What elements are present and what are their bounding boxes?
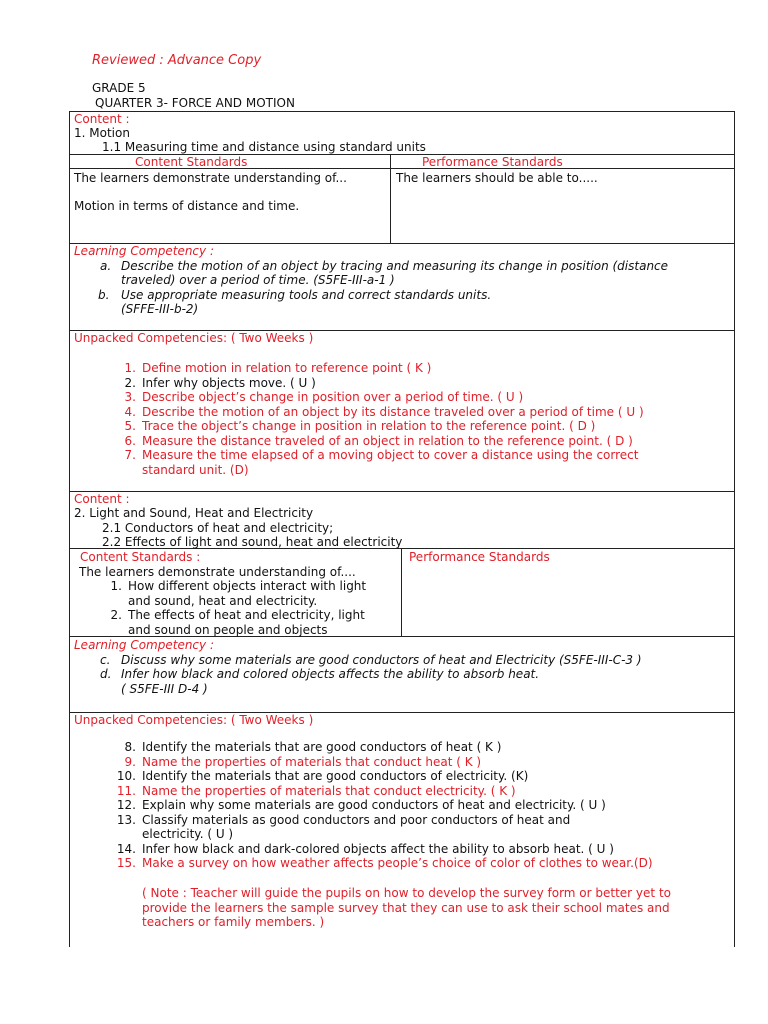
content-standard-text: The learners demonstrate understanding of.... — [79, 565, 356, 579]
competency-marker: c. — [100, 653, 111, 667]
column-divider — [390, 154, 391, 243]
unpacked-list — [124, 361, 644, 477]
list-item: 8. Identify the materials that are good conductors of heat ( K ) — [124, 740, 502, 754]
topic-heading: 1. Motion — [74, 126, 130, 140]
learning-competency-label: Learning Competency : — [74, 244, 214, 258]
competency-marker: b. — [98, 288, 110, 302]
content-standard-text: The learners demonstrate understanding of... — [74, 171, 347, 185]
learning-competency-label: Learning Competency : — [74, 638, 214, 652]
competency-marker: a. — [100, 259, 112, 273]
unpacked-label: Unpacked Competencies: ( Two Weeks ) — [74, 713, 314, 727]
unpacked-label: Unpacked Competencies: ( Two Weeks ) — [74, 331, 314, 345]
list-item: 4. Describe the motion of an object by its distance traveled over a period of time ( U ) — [124, 404, 644, 419]
list-item: 6. Measure the distance traveled of an object in relation to the reference point. ( D ) — [124, 433, 633, 448]
competency-text: ( S5FE-III D-4 ) — [121, 682, 208, 696]
competency-marker: d. — [100, 667, 112, 681]
list-item: 1. Define motion in relation to reference point ( K ) — [124, 361, 432, 375]
unpacked-list — [116, 740, 653, 871]
column-divider — [401, 548, 402, 636]
competency-text: Use appropriate measuring tools and correct standards units. — [121, 288, 492, 302]
content-label: Content : — [74, 492, 130, 506]
list-item: 3. Describe object’s change in position over a period of time. ( U ) — [124, 390, 524, 404]
content-label: Content : — [74, 112, 130, 126]
list-item: 11. Name the properties of materials that conduct electricity. ( K ) — [116, 783, 516, 798]
list-item: 7. Measure the time elapsed of a moving object to cover a distance using the correct standard unit. (D) — [124, 448, 639, 477]
competency-text: Describe the motion of an object by tracing and measuring its change in position (distance — [121, 259, 669, 273]
list-item: 15. Make a survey on how weather affects people’s choice of color of clothes to wear.(D) — [116, 856, 653, 870]
content-standard-text: Motion in terms of distance and time. — [74, 199, 300, 213]
performance-standard-text: The learners should be able to..... — [396, 171, 598, 185]
list-item: 14. Infer how black and dark-colored objects affect the ability to absorb heat. ( U ) — [116, 841, 614, 856]
list-item: 10. Identify the materials that are good conductors of electricity. (K) — [116, 769, 529, 783]
competency-text: traveled) over a period of time. (S5FE-III-a-1 ) — [121, 273, 395, 287]
competency-text: Discuss why some materials are good conductors of heat and Electricity (S5FE-III-C-3 ) — [121, 653, 642, 667]
list-item: 5. Trace the object’s change in position in relation to the reference point. ( D ) — [124, 419, 596, 433]
list-item: 13. Classify materials as good conductors and poor conductors of heat and electricity. ( U ) — [116, 812, 571, 841]
competency-text: Infer how black and colored objects affects the ability to absorb heat. — [121, 667, 540, 681]
list-item: 1. How different objects interact with light and sound, heat and electricity. — [110, 579, 367, 608]
teacher-note: teachers or family members. ) — [142, 915, 325, 929]
list-item: 12. Explain why some materials are good conductors of heat and electricity. ( U ) — [116, 798, 606, 812]
quarter-title: QUARTER 3- FORCE AND MOTION — [95, 96, 295, 110]
topic-heading: 2. Light and Sound, Heat and Electricity — [74, 506, 314, 520]
subtopic: 2.2 Effects of light and sound, heat and electricity — [102, 535, 403, 549]
teacher-note: ( Note : Teacher will guide the pupils on how to develop the survey form or better yet to — [142, 886, 671, 900]
reviewed-label: Reviewed : Advance Copy — [92, 53, 262, 68]
list-item: 2. The effects of heat and electricity, light and sound on people and objects — [110, 608, 365, 637]
table-divider — [69, 491, 734, 492]
competency-text: (SFFE-III-b-2) — [121, 302, 199, 316]
content-standard-list — [110, 579, 367, 637]
list-item: 2. Infer why objects move. ( U ) — [124, 375, 316, 390]
subtopic: 2.1 Conductors of heat and electricity; — [102, 521, 334, 535]
content-standards-header: Content Standards : — [80, 550, 201, 564]
content-standards-header: Content Standards — [135, 155, 248, 169]
performance-standards-header: Performance Standards — [422, 155, 563, 169]
list-item: 9. Name the properties of materials that conduct heat ( K ) — [124, 754, 482, 769]
subtopic: 1.1 Measuring time and distance using standard units — [102, 140, 426, 154]
teacher-note: provide the learners the sample survey that they can use to ask their school mates and — [142, 901, 670, 915]
performance-standards-header: Performance Standards — [409, 550, 550, 564]
grade-label: GRADE 5 — [92, 81, 146, 95]
